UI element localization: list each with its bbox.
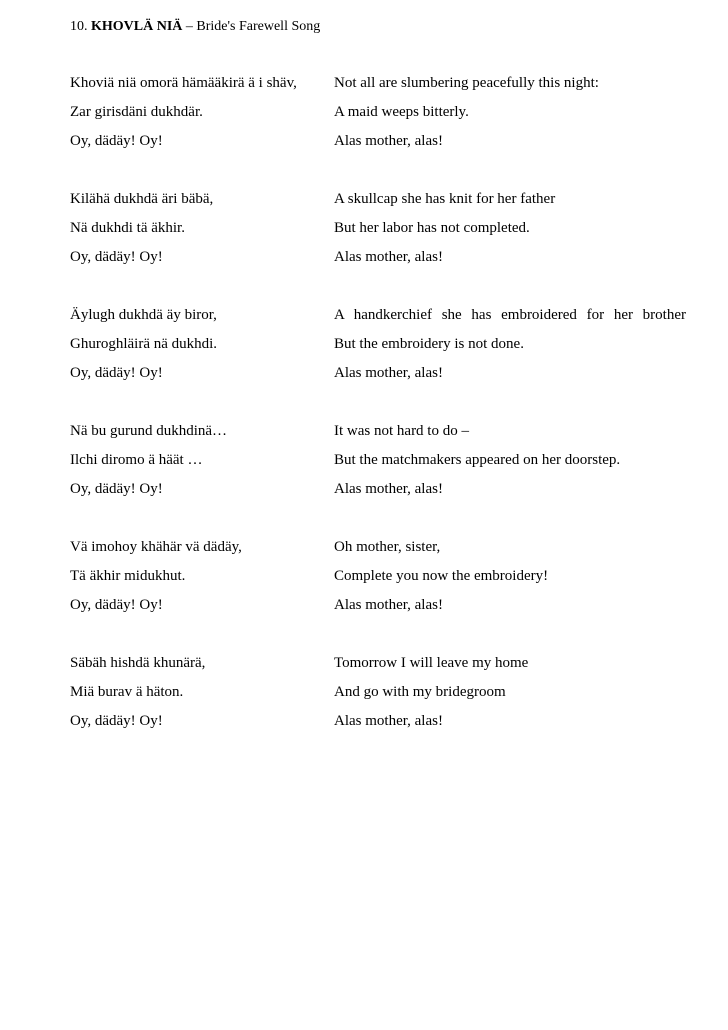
original-line: Oy, dädäy! Oy! [70,713,163,729]
original-line: Ghuroghläirä nä dukhdi. [70,336,218,352]
translation-line: But the matchmakers appeared on her doorstep. [334,452,621,468]
translation-line: Alas mother, alas! [334,481,443,497]
verse-line [70,305,686,334]
translation-line: Alas mother, alas! [334,249,443,265]
verse-line [70,73,686,102]
translation-line: Alas mother, alas! [334,133,443,149]
verse-line [70,218,686,247]
page-title [70,18,320,36]
song-subtitle: – Bride's Farewell Song [182,19,321,34]
translation-line: Tomorrow I will leave my home [334,655,529,671]
translation-line: It was not hard to do – [334,423,469,439]
stanza [70,537,686,624]
original-line: Säbäh hishdä khunärä, [70,655,206,671]
verse-line [70,479,686,508]
original-line: Nä dukhdi tä äkhir. [70,220,185,236]
stanza [70,189,686,276]
original-line: Ilchi diromo ä häät … [70,452,203,468]
original-line: Nä bu gurund dukhdinä… [70,423,228,439]
verse-line [70,247,686,276]
stanza [70,305,686,392]
original-line: Zar girisdäni dukhdär. [70,104,203,120]
verse-line [70,421,686,450]
translation-line: Not all are slumbering peacefully this night: [334,75,599,91]
translation-line: And go with my bridegroom [334,684,506,700]
translation-line: But her labor has not completed. [334,220,530,236]
song-number: 10. [70,19,91,34]
verse-line [70,334,686,363]
original-line: Oy, dädäy! Oy! [70,597,163,613]
original-line: Oy, dädäy! Oy! [70,481,163,497]
stanza-list [70,73,686,769]
verse-line [70,682,686,711]
verse-line [70,653,686,682]
translation-line: A skullcap she has knit for her father [334,191,556,207]
verse-line [70,363,686,392]
verse-line [70,537,686,566]
verse-line [70,450,686,479]
verse-line [70,566,686,595]
translation-line: Oh mother, sister, [334,539,441,555]
song-title: KHOVLÄ NIÄ [91,19,183,34]
verse-line [70,189,686,218]
original-line: Miä burav ä häton. [70,684,184,700]
original-line: Khoviä niä omorä hämääkirä ä i shäv, [70,75,297,91]
verse-line [70,711,686,740]
translation-line: Alas mother, alas! [334,365,443,381]
verse-line [70,102,686,131]
original-line: Vä imohoy khähär vä dädäy, [70,539,242,555]
translation-line: A maid weeps bitterly. [334,104,469,120]
original-line: Tä äkhir midukhut. [70,568,186,584]
translation-line: Complete you now the embroidery! [334,568,549,584]
stanza [70,73,686,160]
translation-line: Alas mother, alas! [334,713,443,729]
verse-line [70,131,686,160]
stanza [70,653,686,740]
translation-line: Alas mother, alas! [334,597,443,613]
original-line: Kilähä dukhdä äri bäbä, [70,191,214,207]
original-line: Oy, dädäy! Oy! [70,365,163,381]
stanza [70,421,686,508]
translation-line: A handkerchief she has embroidered for her brother [334,307,686,323]
verse-line [70,595,686,624]
original-line: Äylugh dukhdä äy biror, [70,307,217,323]
original-line: Oy, dädäy! Oy! [70,249,163,265]
original-line: Oy, dädäy! Oy! [70,133,163,149]
translation-line: But the embroidery is not done. [334,336,524,352]
